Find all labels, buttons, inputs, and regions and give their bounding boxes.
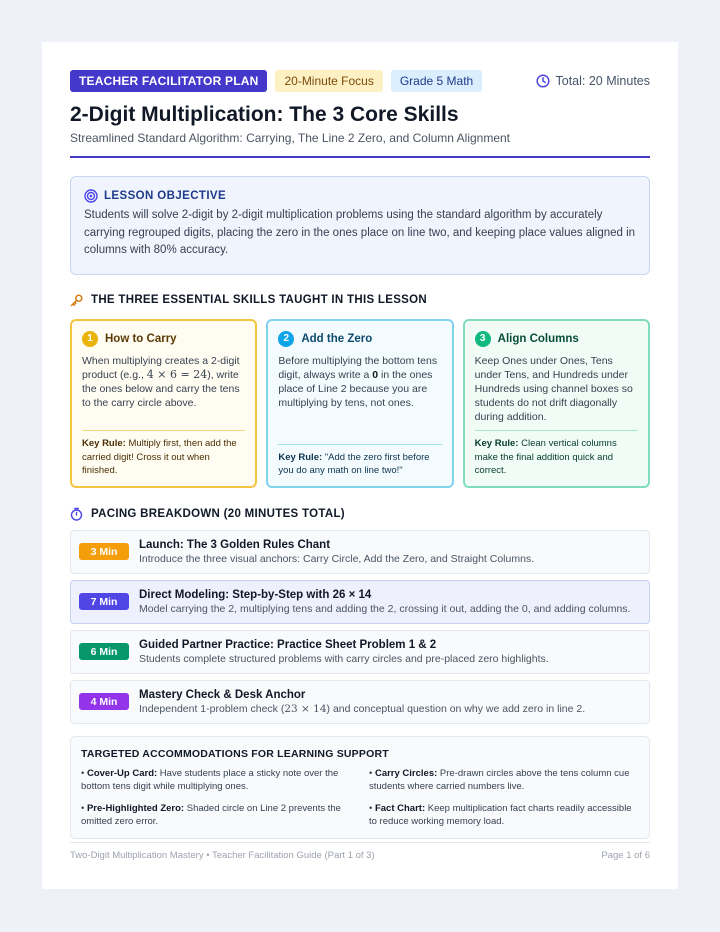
accommodation-item: • Carry Circles: Pre-drawn circles above the tens column cue students where carried numbers live. <box>369 767 630 792</box>
page-footer <box>70 842 650 861</box>
duration-chip: 7 Min <box>79 593 129 610</box>
pacing-description: Students complete structured problems with carry circles and pre-placed zero highlights. <box>139 652 549 665</box>
key-rule-label: Key Rule: <box>278 451 323 463</box>
skill-heading <box>475 331 638 347</box>
key-rule-text: "Add the zero first before you do any math on line two!" <box>278 451 430 476</box>
skill-heading <box>82 331 245 347</box>
skill-description <box>82 354 245 431</box>
total-time <box>536 74 651 88</box>
math-expression: 23 × 14 <box>284 702 327 715</box>
skill-card-zero <box>266 319 453 488</box>
page-title: 2-Digit Multiplication: The 3 Core Skills <box>70 103 459 126</box>
pacing-list <box>70 530 650 724</box>
skill-heading <box>278 331 441 347</box>
accommodation-label: Pre-Highlighted Zero: <box>86 802 185 814</box>
skill-description <box>278 354 441 444</box>
pacing-content <box>139 639 549 665</box>
skill-text: ), write the ones below and carry the tens to the carry circle above. <box>82 368 240 409</box>
duration-chip: 3 Min <box>79 543 129 560</box>
pacing-content <box>139 589 630 615</box>
accommodation-item: • Fact Chart: Keep multiplication fact charts readily accessible to reduce working memory load. <box>369 802 632 827</box>
pacing-title: Guided Partner Practice: Practice Sheet Problem 1 & 2 <box>139 638 437 651</box>
skill-bold-text: 0 <box>372 368 379 381</box>
key-rule-label: Key Rule: <box>474 438 519 449</box>
skill-number: 1 <box>82 331 98 347</box>
objective-heading <box>84 189 636 203</box>
accommodation-item: • Cover-Up Card: Have students place a sticky note over the bottom tens digit while multiplying ones. <box>81 767 339 792</box>
pacing-title: Direct Modeling: Step-by-Step with 26 × 14 <box>139 588 372 601</box>
pacing-row <box>70 530 650 574</box>
header-row <box>70 70 650 92</box>
key-rule-text: Multiply first, then add the carried digit! Cross it out when finished. <box>82 438 237 476</box>
page-number: Page 1 of 6 <box>601 850 650 861</box>
clock-icon <box>536 74 550 88</box>
total-time-label: Total: 20 Minutes <box>555 74 650 88</box>
skill-card-carry <box>70 319 257 488</box>
skill-title: Align Columns <box>497 332 579 345</box>
pacing-row <box>70 580 650 624</box>
skill-text: in the ones place of Line 2 because you are multiplying by tens, not ones. <box>278 368 433 409</box>
skills-row <box>70 319 650 488</box>
skill-number: 2 <box>278 331 294 347</box>
plan-type-badge: TEACHER FACILITATOR PLAN <box>70 70 267 92</box>
pacing-title: Mastery Check & Desk Anchor <box>139 688 306 701</box>
footer-title: Two-Digit Multiplication Mastery • Teacher Facilitation Guide (Part 1 of 3) <box>70 850 375 861</box>
accommodation-text: Shaded circle on Line 2 prevents the omitted zero error. <box>81 802 341 827</box>
accommodation-text: Pre-drawn circles above the tens column cue students where carried numbers live. <box>369 767 630 792</box>
skill-description: Keep Ones under Ones, Tens under Tens, and Hundreds under Hundreds using channel boxes so students do not drift diagonally during addition. <box>474 354 633 423</box>
accommodations-title: TARGETED ACCOMMODATIONS FOR LEARNING SUPPORT <box>81 747 389 760</box>
skill-title: How to Carry <box>105 332 177 345</box>
key-rule-label: Key Rule: <box>82 438 126 449</box>
skill-card-align <box>463 319 650 488</box>
pacing-row <box>70 680 650 724</box>
duration-chip: 4 Min <box>79 693 129 710</box>
skills-section-title <box>70 294 650 307</box>
key-rule <box>82 430 245 478</box>
objective-heading-text: LESSON OBJECTIVE <box>104 190 227 202</box>
grade-badge: Grade 5 Math <box>391 70 482 92</box>
accommodation-text: Have students place a sticky note over the bottom tens digit while multiplying ones. <box>81 767 339 792</box>
pacing-row <box>70 630 650 674</box>
accommodation-label: Fact Chart: <box>374 802 426 814</box>
pacing-content <box>139 689 585 715</box>
page-subtitle: Streamlined Standard Algorithm: Carrying, The Line 2 Zero, and Column Alignment <box>70 131 511 145</box>
pacing-description: Introduce the three visual anchors: Carry Circle, Add the Zero, and Straight Columns. <box>139 552 535 565</box>
pacing-text: ) and conceptual question on why we add zero in line 2. <box>326 702 586 715</box>
pacing-description: Model carrying the 2, multiplying tens and adding the 2, crossing it out, adding the 0, and adding columns. <box>139 602 631 615</box>
skills-section-title-text: THE THREE ESSENTIAL SKILLS TAUGHT IN THIS LESSON <box>91 294 427 306</box>
lesson-plan-page <box>42 42 678 889</box>
math-expression: 4 × 6 = 24 <box>146 367 208 381</box>
key-icon <box>70 294 83 307</box>
pacing-section-title-text: PACING BREAKDOWN (20 MINUTES TOTAL) <box>91 507 345 520</box>
skill-title: Add the Zero <box>301 332 373 345</box>
accommodation-item: • Pre-Highlighted Zero: Shaded circle on Line 2 prevents the omitted zero error. <box>81 802 341 827</box>
key-rule <box>475 430 638 478</box>
accommodation-text: Keep multiplication fact charts readily accessible to reduce working memory load. <box>369 802 632 827</box>
pacing-section-title <box>70 507 650 521</box>
accommodations-grid <box>81 767 639 828</box>
key-rule-text: Clean vertical columns make the final addition quick and correct. <box>474 438 617 476</box>
accommodations-box <box>70 736 650 839</box>
pacing-text: Independent 1-problem check ( <box>139 702 285 715</box>
skill-text: Before multiplying the bottom tens digit, always write a <box>278 354 438 381</box>
skill-text: When multiplying creates a 2-digit product (e.g., <box>82 354 240 381</box>
key-rule <box>278 444 441 478</box>
skill-number: 3 <box>475 331 491 347</box>
pacing-title: Launch: The 3 Golden Rules Chant <box>139 538 331 551</box>
title-divider <box>70 156 650 158</box>
target-icon <box>84 189 98 203</box>
lesson-objective-box <box>70 176 650 275</box>
pacing-content <box>139 539 534 565</box>
duration-chip: 6 Min <box>79 643 129 660</box>
accommodation-label: Cover-Up Card: <box>86 767 158 779</box>
objective-text: Students will solve 2-digit by 2-digit multiplication problems using the standard algorithm by accurately carrying regrouped digits, placing the zero in the ones place on line two, and keeping place values aligned in columns with 80% accuracy. <box>84 209 636 256</box>
accommodation-label: Carry Circles: <box>374 767 438 779</box>
duration-badge: 20-Minute Focus <box>275 70 382 92</box>
pacing-description <box>139 703 585 715</box>
stopwatch-icon <box>70 507 83 521</box>
